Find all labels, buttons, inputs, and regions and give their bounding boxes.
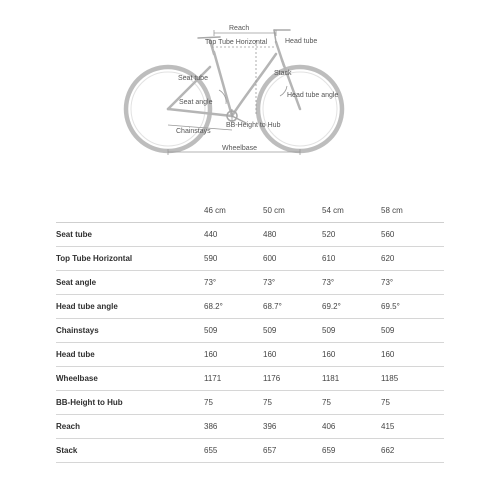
table-cell: 590 xyxy=(204,247,263,271)
table-cell: 520 xyxy=(322,223,381,247)
table-cell: 440 xyxy=(204,223,263,247)
header-size: 50 cm xyxy=(263,198,322,223)
row-label: Wheelbase xyxy=(56,367,204,391)
table-cell: 659 xyxy=(322,439,381,463)
table-row xyxy=(56,247,444,271)
table-cell: 509 xyxy=(204,319,263,343)
table-cell: 69.5° xyxy=(381,295,444,319)
table-row xyxy=(56,367,444,391)
table-cell: 1181 xyxy=(322,367,381,391)
table-cell: 620 xyxy=(381,247,444,271)
table-cell: 73° xyxy=(322,271,381,295)
table-cell: 160 xyxy=(263,343,322,367)
table-row xyxy=(56,319,444,343)
table-cell: 560 xyxy=(381,223,444,247)
row-label: BB-Height to Hub xyxy=(56,391,204,415)
table-cell: 160 xyxy=(381,343,444,367)
table-cell: 1171 xyxy=(204,367,263,391)
table-cell: 610 xyxy=(322,247,381,271)
table-cell: 160 xyxy=(204,343,263,367)
header-empty xyxy=(56,198,204,223)
row-label: Chainstays xyxy=(56,319,204,343)
label-top-tube-horizontal: Top Tube Horizontal xyxy=(205,39,268,46)
row-label: Seat angle xyxy=(56,271,204,295)
header-size: 46 cm xyxy=(204,198,263,223)
table-cell: 509 xyxy=(263,319,322,343)
label-stack: Stack xyxy=(274,70,292,77)
row-label: Top Tube Horizontal xyxy=(56,247,204,271)
label-chainstays: Chainstays xyxy=(176,128,211,135)
table-cell: 662 xyxy=(381,439,444,463)
row-label: Head tube angle xyxy=(56,295,204,319)
table-cell: 655 xyxy=(204,439,263,463)
label-bb-height-to-hub: BB-Height to Hub xyxy=(226,122,281,129)
table-cell: 68.2° xyxy=(204,295,263,319)
table-row xyxy=(56,271,444,295)
table-cell: 75 xyxy=(263,391,322,415)
row-label: Head tube xyxy=(56,343,204,367)
table-cell: 1185 xyxy=(381,367,444,391)
table-row xyxy=(56,223,444,247)
label-wheelbase: Wheelbase xyxy=(222,145,258,152)
row-label: Seat tube xyxy=(56,223,204,247)
table-body xyxy=(56,223,444,463)
table-cell: 75 xyxy=(322,391,381,415)
row-label: Reach xyxy=(56,415,204,439)
table-cell: 509 xyxy=(381,319,444,343)
table-header-row xyxy=(56,198,444,223)
table-cell: 73° xyxy=(263,271,322,295)
dimension-lines xyxy=(168,30,300,155)
label-head-tube-angle: Head tube angle xyxy=(287,92,339,99)
table-cell: 386 xyxy=(204,415,263,439)
table-cell: 480 xyxy=(263,223,322,247)
bike-geometry-diagram xyxy=(0,0,500,180)
table-cell: 406 xyxy=(322,415,381,439)
geometry-table xyxy=(56,198,444,463)
table-row xyxy=(56,439,444,463)
table-cell: 1176 xyxy=(263,367,322,391)
table-cell: 69.2° xyxy=(322,295,381,319)
table-cell: 160 xyxy=(322,343,381,367)
label-head-tube: Head tube xyxy=(285,38,318,45)
table-cell: 68.7° xyxy=(263,295,322,319)
table-row xyxy=(56,295,444,319)
table-cell: 657 xyxy=(263,439,322,463)
row-label: Stack xyxy=(56,439,204,463)
label-seat-tube: Seat tube xyxy=(178,75,208,82)
table-row xyxy=(56,415,444,439)
table-cell: 75 xyxy=(381,391,444,415)
table-row xyxy=(56,391,444,415)
table-cell: 73° xyxy=(204,271,263,295)
label-reach: Reach xyxy=(229,25,250,32)
table-cell: 73° xyxy=(381,271,444,295)
header-size: 58 cm xyxy=(381,198,444,223)
table-cell: 75 xyxy=(204,391,263,415)
table-cell: 509 xyxy=(322,319,381,343)
table-cell: 600 xyxy=(263,247,322,271)
label-seat-angle: Seat angle xyxy=(179,99,213,106)
table-cell: 396 xyxy=(263,415,322,439)
header-size: 54 cm xyxy=(322,198,381,223)
table-row xyxy=(56,343,444,367)
table-cell: 415 xyxy=(381,415,444,439)
